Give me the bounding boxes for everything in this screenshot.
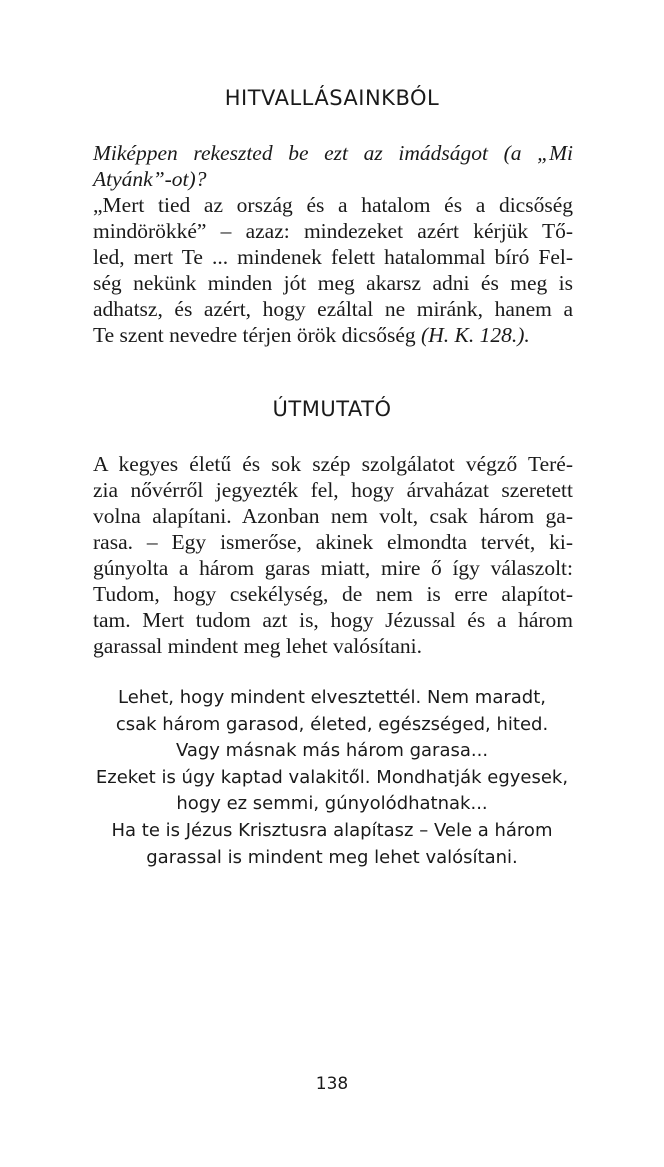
story-line: rasa. – Egy ismerőse, akinek elmondta tervét, ki- [93,530,573,554]
answer-line: mindörökké” – azaz: mindezeket azért kérjük Tő- [93,219,573,243]
answer-line: led, mert Te ... mindenek felett hatalommal bíró Fel- [93,245,573,269]
story-line: volna alapítani. Azonban nem volt, csak három ga- [93,504,573,528]
story-line: Tudom, hogy csekélység, de nem is erre alapítot- [93,582,573,606]
answer-line: „Mert tied az ország és a hatalom és a dicsőség [93,193,573,217]
poem-line: Lehet, hogy mindent elvesztettél. Nem maradt, [117,687,546,708]
poem-line: Vagy másnak más három garasa... [175,740,489,762]
section-heading-hitvallasainkbol: HITVALLÁSAINKBÓL [224,86,440,110]
story-paragraph [93,451,573,659]
answer-line-text: Te szent nevedre térjen örök dicsőség [93,323,422,347]
section-heading-utmutato: ÚTMUTATÓ [272,397,392,421]
answer-line: ség nekünk minden jót meg akarsz adni és meg is [93,271,573,295]
poem-line: Ezeket is úgy kaptad valakitől. Mondhatják egyesek, [95,766,569,788]
story-line: gúnyolta a három garas miatt, mire ő így válaszolt: [93,556,573,580]
poem-line: hogy ez semmi, gúnyolódhatnak... [176,793,488,815]
story-line: zia nővérről jegyezték fel, hogy árvaházat szeretett [93,478,573,502]
question-line: Miképpen rekeszted be ezt az imádságot (a „Mi [93,141,573,165]
poem-block [0,685,664,871]
answer-last-line [93,322,573,348]
answer-line: adhatsz, és azért, hogy ezáltal ne miránk, hanem a [93,297,573,321]
story-line: garassal mindent meg lehet valósítani. [93,634,422,658]
catechism-citation: (H. K. 128.). [421,323,530,347]
page-number: 138 [315,1074,349,1094]
story-line: A kegyes életű és sok szép szolgálatot végző Teré- [93,452,573,476]
poem-line: csak három garasod, életed, egészséged, hited. [115,713,549,735]
question-line: Atyánk”-ot)? [93,167,207,191]
catechism-block [93,140,573,348]
story-line: tam. Mert tudom azt is, hogy Jézussal és a három [93,608,573,632]
poem-line: Ha te is Jézus Krisztusra alapítasz – Vele a három [111,819,553,841]
poem-line: garassal is mindent meg lehet valósítani. [146,846,518,868]
